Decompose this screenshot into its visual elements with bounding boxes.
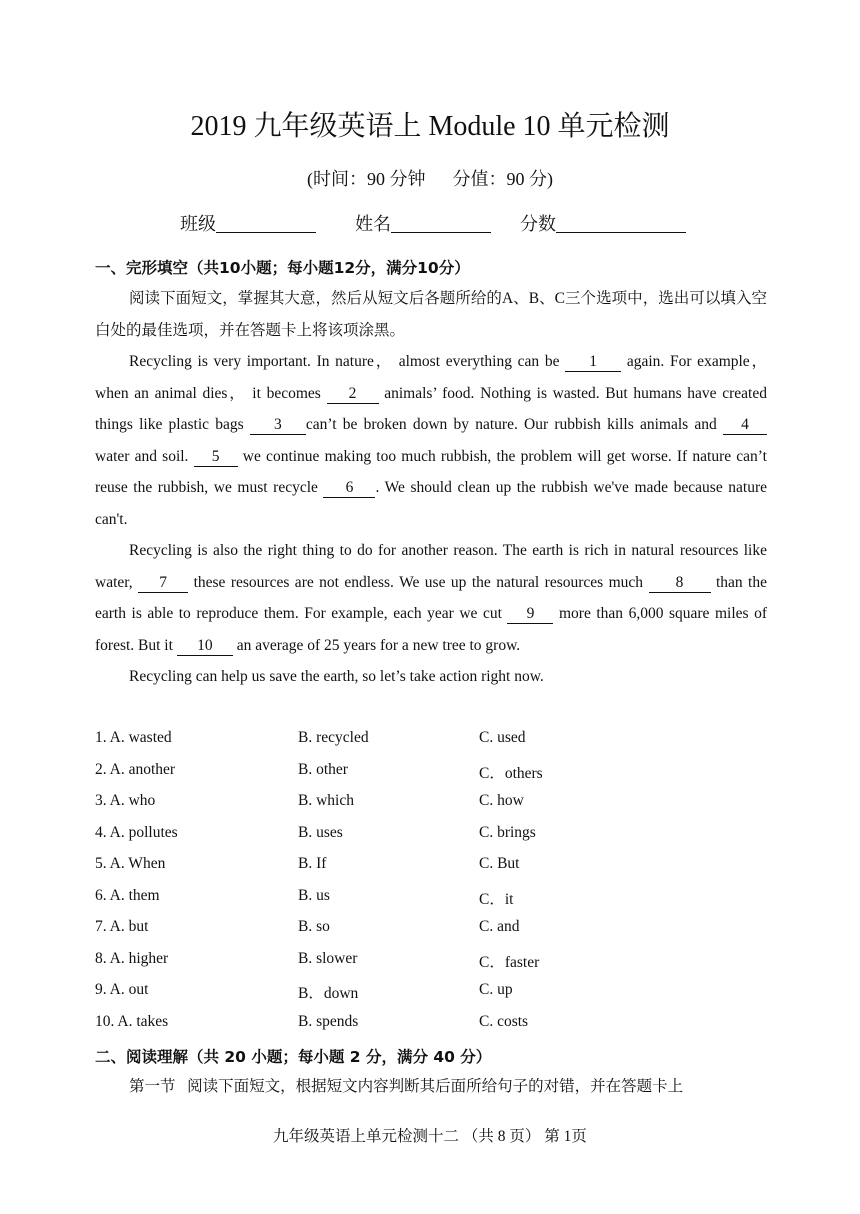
blank-8: 8 [649, 574, 711, 593]
option-b: B. If [298, 855, 327, 872]
blank-6: 6 [323, 479, 375, 498]
score-label: 分数 [520, 214, 556, 234]
option-b: B. other [298, 760, 348, 778]
section-2-part-1 [95, 1071, 767, 1103]
option-c: C．others [479, 764, 543, 782]
option-b: B. so [298, 918, 330, 935]
section-1-instructions: 阅读下面短文，掌握其大意，然后从短文后各题所给的A、B、C三个选项中，选出可以填入空白处的最佳选项，并在答题卡上将该项涂黑。 [95, 290, 767, 339]
option-b: B. us [298, 886, 330, 904]
option-a: 3. A. who [95, 792, 156, 809]
student-info-fields [180, 210, 686, 236]
passage-text: these resources are not endless. We use up the natural resources much [188, 573, 649, 591]
section-1-heading: 一、完形填空（共10小题；每小题12分，满分10分） [95, 259, 470, 277]
option-row [95, 976, 767, 1008]
option-row [95, 913, 767, 945]
blank-1: 1 [565, 353, 621, 372]
blank-4: 4 [723, 416, 767, 435]
option-a: 7. A. but [95, 918, 149, 935]
option-row [95, 1008, 767, 1040]
passage-text: than the earth is able to reproduce them. For example, each year we cut [95, 573, 767, 622]
passage-text: Recycling is also the right thing to do for another reason. The earth is rich in natural resources like water, [95, 542, 767, 591]
option-a: 1. A. wasted [95, 729, 172, 746]
class-field[interactable] [216, 214, 316, 233]
option-row [95, 882, 767, 914]
option-row [95, 850, 767, 882]
option-a: 4. A. pollutes [95, 823, 178, 841]
option-c: C. and [479, 918, 520, 935]
blank-5: 5 [194, 448, 238, 467]
option-c: C. costs [479, 1012, 529, 1030]
option-a: 10. A. takes [95, 1012, 169, 1030]
option-c: C. how [479, 792, 524, 809]
option-c: C．it [479, 890, 514, 908]
passage-text: animals’ food. Nothing is wasted. But humans have created things like plastic bags [95, 384, 767, 433]
cloze-passage [95, 283, 767, 693]
option-b: B. recycled [298, 729, 369, 746]
page-title: 2019 九年级英语上 Module 10 单元检测 [190, 111, 670, 142]
passage-text: more than 6,000 square miles of forest. But it [95, 605, 768, 654]
class-label: 班级 [180, 214, 216, 234]
option-row [95, 756, 767, 788]
option-row [95, 945, 767, 977]
passage-paragraph-3: Recycling can help us save the earth, so let’s take action right now. [129, 668, 544, 685]
option-b: B. spends [298, 1012, 359, 1030]
option-b: B．down [298, 985, 359, 1002]
option-a: 2. A. another [95, 760, 176, 778]
cloze-options-list [95, 724, 767, 1039]
option-a: 6. A. them [95, 886, 160, 904]
page-footer: 九年级英语上单元检测十二 （共 8 页） 第 1页 [273, 1128, 587, 1145]
option-c: C. But [479, 855, 520, 872]
option-c: C．faster [479, 953, 540, 971]
name-label: 姓名 [355, 214, 391, 234]
option-b: B. slower [298, 949, 358, 967]
option-row [95, 819, 767, 851]
passage-text: we continue making too much rubbish, the problem will get worse. If nature can’t reuse the rubbish, we must recycle [95, 447, 767, 496]
name-field[interactable] [391, 214, 491, 233]
option-c: C. used [479, 729, 526, 746]
option-b: B. uses [298, 823, 343, 841]
blank-9: 9 [507, 605, 553, 624]
blank-2: 2 [327, 385, 379, 404]
section-2-heading: 二、阅读理解（共 20 小题；每小题 2 分，满分 40 分） [95, 1048, 492, 1066]
time-and-score-info: (时间：90 分钟 分值：90 分) [307, 169, 553, 189]
blank-10: 10 [177, 637, 233, 656]
passage-text: water and soil. [95, 447, 194, 465]
passage-text: . We should clean up the rubbish we've made because nature can't. [95, 479, 768, 528]
section-2-part-1-instructions: 第一节 阅读下面短文，根据短文内容判断其后面所给句子的对错，并在答题卡上 [129, 1078, 684, 1095]
option-a: 5. A. When [95, 855, 166, 872]
passage-paragraph-2 [95, 535, 767, 661]
passage-paragraph-1 [95, 346, 767, 535]
score-field[interactable] [556, 214, 686, 233]
blank-7: 7 [138, 574, 188, 593]
option-a: 8. A. higher [95, 949, 169, 967]
passage-text: an average of 25 years for a new tree to grow. [232, 636, 521, 654]
option-b: B. which [298, 792, 354, 809]
option-c: C. up [479, 981, 513, 998]
option-row [95, 787, 767, 819]
passage-text: again. For example， when an animal dies， it becomes [95, 353, 767, 402]
option-a: 9. A. out [95, 981, 149, 998]
option-row [95, 724, 767, 756]
passage-text: can’t be broken down by nature. Our rubbish kills animals and [305, 416, 723, 433]
passage-text: Recycling is very important. In nature， almost everything can be [129, 353, 566, 370]
option-c: C. brings [479, 823, 536, 841]
blank-3: 3 [250, 416, 306, 435]
